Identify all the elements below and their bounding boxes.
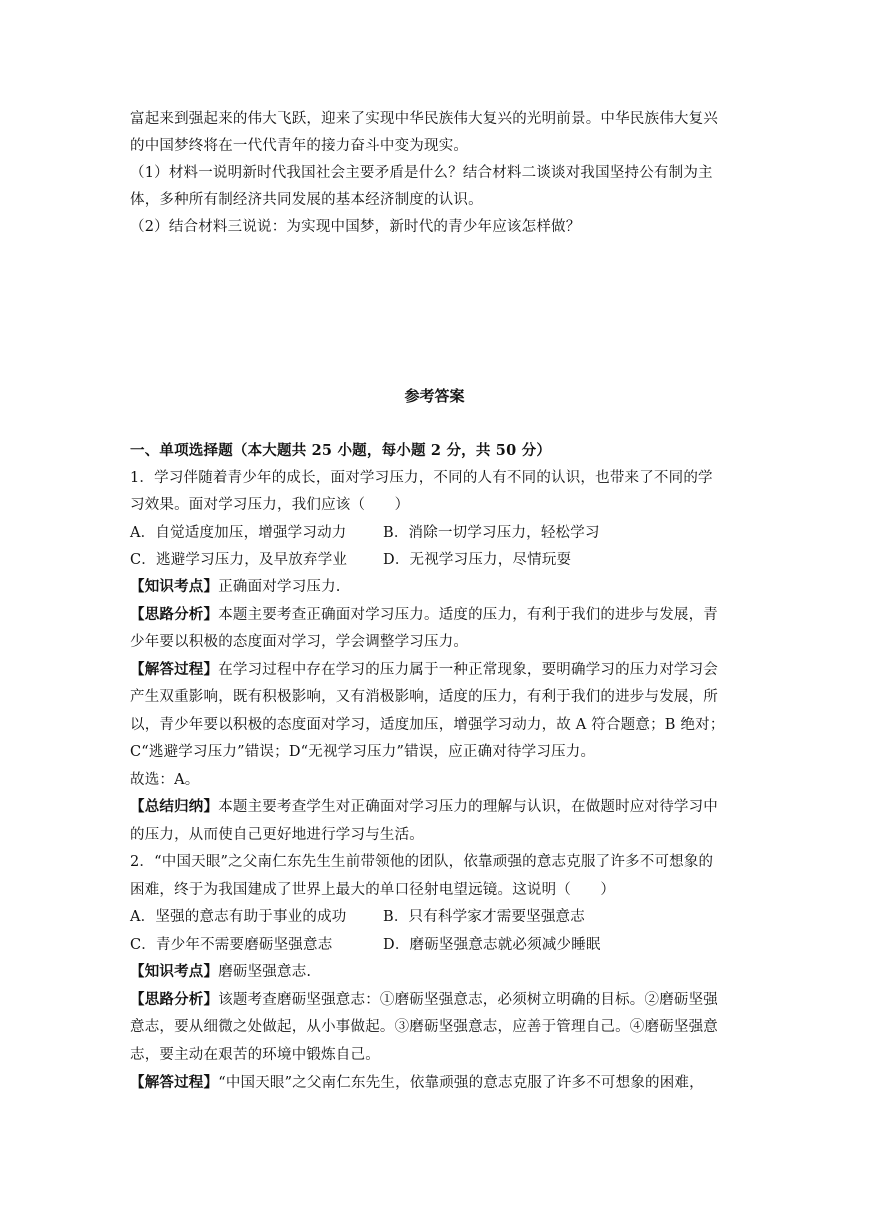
summary-tag: 【总结归纳】 (130, 798, 219, 815)
q1-option-b: B．消除一切学习压力，轻松学习 (383, 525, 600, 541)
answer-title: 参考答案 (404, 387, 465, 405)
q2-process (130, 1074, 750, 1092)
summary-text: 本题主要考查学生对正确面对学习压力的理解与认识，在做题时应对待学习中 (218, 799, 718, 815)
knowledge-tag: 【知识考点】 (130, 578, 219, 595)
q1-summary (130, 798, 750, 816)
q1-option-d: D．无视学习压力，尽情玩耍 (383, 552, 572, 568)
q2-knowledge (130, 963, 750, 981)
knowledge-text: 磨砺坚强意志. (218, 964, 312, 980)
question-part-1: （1）材料一说明新时代我国社会主要矛盾是什么？结合材料二谈谈对我国坚持公有制为主 (130, 165, 713, 181)
q1-process-cont: 产生双重影响，既有积极影响，又有消极影响，适度的压力，有利于我们的进步与发展，所 (130, 689, 718, 705)
q1-stem: 习效果。面对学习压力，我们应该（ ） (130, 497, 410, 513)
q1-analysis (130, 606, 750, 624)
q2-options-row (130, 936, 750, 954)
q1-process-cont: C“逃避学习压力”错误；D“无视学习压力”错误，应正确对待学习压力。 (130, 744, 596, 760)
q2-analysis-cont: 意志，要从细微之处做起，从小事做起。③磨砺坚强意志，应善于管理自己。④磨砺坚强意 (130, 1019, 718, 1035)
q1-knowledge (130, 578, 750, 596)
q1-process-cont: 以，青少年要以积极的态度面对学习，适度加压，增强学习动力，故 A 符合题意；B 绝对； (130, 717, 725, 733)
q1-analysis-cont: 少年要以积极的态度面对学习，学会调整学习压力。 (130, 634, 469, 650)
q2-option-a: A．坚强的意志有助于事业的成功 (130, 909, 347, 925)
q1-choice: 故选：A。 (130, 772, 200, 788)
q2-stem: 困难，终于为我国建成了世界上最大的单口径射电望远镜。这说明（ ） (130, 882, 616, 898)
q2-option-c: C．青少年不需要磨砺坚强意志 (130, 937, 333, 953)
q1-option-c: C．逃避学习压力，及早放弃学业 (130, 552, 348, 568)
knowledge-text: 正确面对学习压力. (218, 579, 341, 595)
q2-stem: 2．“中国天眼”之父南仁东先生生前带领他的团队，依靠顽强的意志克服了许多不可想象的 (130, 854, 714, 870)
analysis-tag: 【思路分析】 (130, 606, 219, 623)
q2-analysis-cont: 志，要主动在艰苦的环境中锻炼自己。 (130, 1047, 380, 1063)
question-part-2: （2）结合材料三说说：为实现中国梦，新时代的青少年应该怎样做？ (130, 219, 581, 235)
q2-analysis (130, 991, 750, 1009)
q2-option-b: B．只有科学家才需要坚强意志 (383, 909, 585, 925)
intro-line: 的中国梦终将在一代代青年的接力奋斗中变为现实。 (130, 138, 469, 154)
analysis-tag: 【思路分析】 (130, 991, 219, 1008)
analysis-text: 本题主要考查正确面对学习压力。适度的压力，有利于我们的进步与发展，青 (218, 607, 718, 623)
q1-summary-cont: 的压力，从而使自己更好地进行学习与生活。 (130, 827, 424, 843)
q1-process (130, 661, 750, 679)
q1-option-a: A．自觉适度加压，增强学习动力 (130, 525, 347, 541)
analysis-text: 该题考查磨砺坚强意志：①磨砺坚强意志，必须树立明确的目标。②磨砺坚强 (218, 992, 718, 1008)
intro-line: 富起来到强起来的伟大飞跃，迎来了实现中华民族伟大复兴的光明前景。中华民族伟大复兴 (130, 111, 718, 127)
section-heading: 一、单项选择题（本大题共 25 小题，每小题 2 分，共 50 分） (130, 442, 552, 459)
process-text: 在学习过程中存在学习的压力属于一种正常现象，要明确学习的压力对学习会 (218, 662, 718, 678)
q2-options-row (130, 908, 750, 926)
process-tag: 【解答过程】 (130, 661, 219, 678)
knowledge-tag: 【知识考点】 (130, 963, 219, 980)
q1-options-row (130, 524, 750, 542)
q2-option-d: D．磨砺坚强意志就必须减少睡眠 (383, 937, 601, 953)
q1-options-row (130, 551, 750, 569)
process-text: “中国天眼”之父南仁东先生，依靠顽强的意志克服了许多不可想象的困难， (218, 1075, 704, 1091)
question-part-1-cont: 体，多种所有制经济共同发展的基本经济制度的认识。 (130, 192, 483, 208)
q1-stem: 1．学习伴随着青少年的成长，面对学习压力，不同的人有不同的认识，也带来了不同的学 (130, 470, 713, 486)
process-tag: 【解答过程】 (130, 1074, 219, 1091)
